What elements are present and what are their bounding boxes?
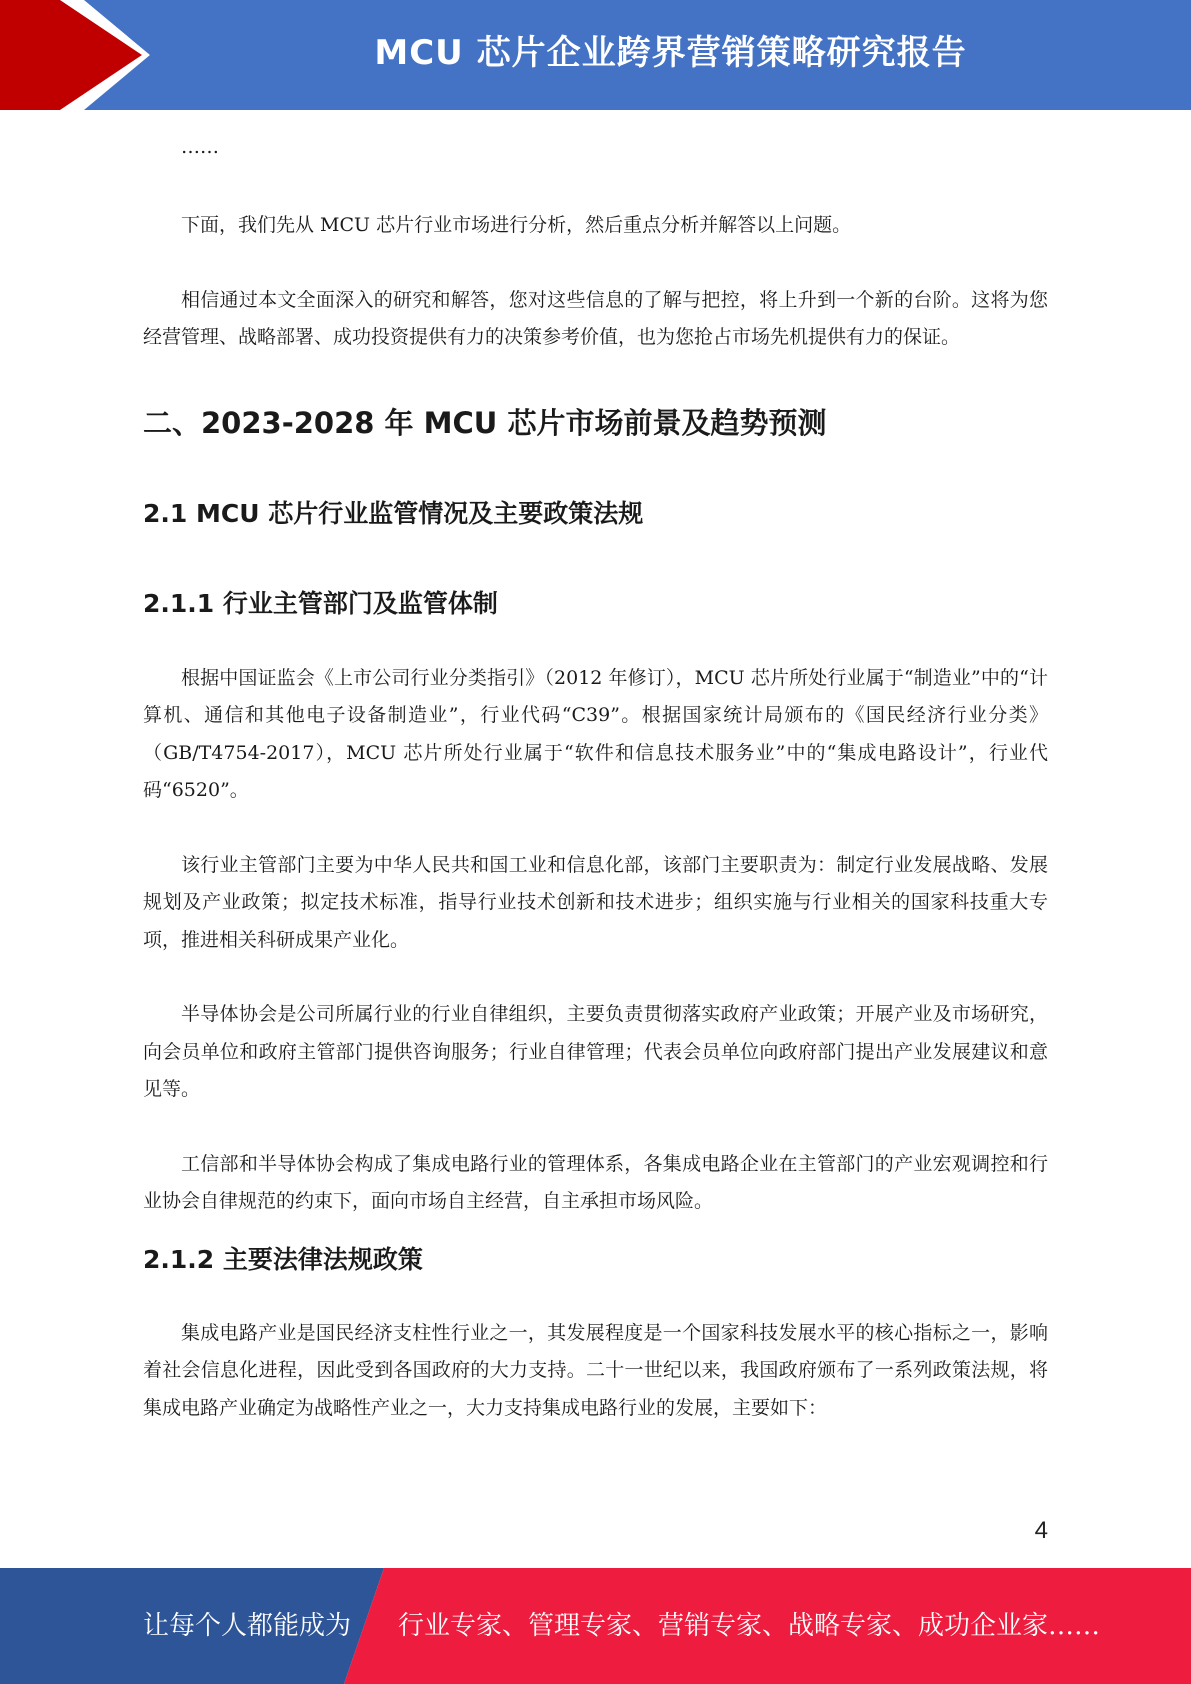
header-banner (0, 0, 1191, 110)
footer-banner (0, 1568, 1191, 1684)
paragraph-regulator-classification: 根据中国证监会《上市公司行业分类指引》（2012 年修订），MCU 芯片所处行业属于“制造业”中的“计算机、通信和其他电子设备制造业”，行业代码“C39”。根据国家统计局颁布的《国民经济行业分类》（GB/T4754-2017），MCU 芯片所处行业属于“软件和信息技术服务业”中的“集成电路设计”，行业代码“6520”。 (143, 666, 1048, 801)
footer-slogan-right: 行业专家、管理专家、营销专家、战略专家、成功企业家…… (398, 1611, 1101, 1641)
intro-paragraph-1: 下面，我们先从 MCU 芯片行业市场进行分析，然后重点分析并解答以上问题。 (181, 214, 852, 236)
section-2-1-1-heading: 2.1.1 行业主管部门及监管体制 (143, 588, 498, 618)
intro-paragraph-2: 相信通过本文全面深入的研究和解答，您对这些信息的了解与把控，将上升到一个新的台阶。这将为您经营管理、战略部署、成功投资提供有力的决策参考价值，也为您抢占市场先机提供有力的保证。 (143, 288, 1048, 348)
section-2-1-heading: 2.1 MCU 芯片行业监管情况及主要政策法规 (143, 498, 644, 528)
paragraph-ic-industry-policy: 集成电路产业是国民经济支柱性行业之一，其发展程度是一个国家科技发展水平的核心指标之一，影响着社会信息化进程，因此受到各国政府的大力支持。二十一世纪以来，我国政府颁布了一系列政策法规，将集成电路产业确定为战略性产业之一，大力支持集成电路行业的发展，主要如下： (143, 1321, 1048, 1419)
page-number: 4 (1034, 1517, 1048, 1544)
ellipsis-line: …… (181, 136, 219, 158)
paragraph-semiconductor-association: 半导体协会是公司所属行业的行业自律组织，主要负责贯彻落实政府产业政策；开展产业及市场研究，向会员单位和政府主管部门提供咨询服务；行业自律管理；代表会员单位向政府部门提出产业发展建议和意见等。 (143, 1003, 1048, 1100)
footer-slogan-left: 让每个人都能成为 (143, 1611, 352, 1641)
section-2-heading: 二、2023-2028 年 MCU 芯片市场前景及趋势预测 (143, 405, 827, 440)
section-2-1-2-heading: 2.1.2 主要法律法规政策 (143, 1244, 423, 1274)
paragraph-regulator-ministry: 该行业主管部门主要为中华人民共和国工业和信息化部，该部门主要职责为：制定行业发展战略、发展规划及产业政策；拟定技术标准，指导行业技术创新和技术进步；组织实施与行业相关的国家科技重大专项，推进相关科研成果产业化。 (143, 853, 1048, 951)
document-title: MCU 芯片企业跨界营销策略研究报告 (374, 33, 967, 73)
page-content (143, 130, 1048, 1427)
paragraph-management-system: 工信部和半导体协会构成了集成电路行业的管理体系，各集成电路企业在主管部门的产业宏观调控和行业协会自律规范的约束下，面向市场自主经营，自主承担市场风险。 (143, 1152, 1048, 1212)
